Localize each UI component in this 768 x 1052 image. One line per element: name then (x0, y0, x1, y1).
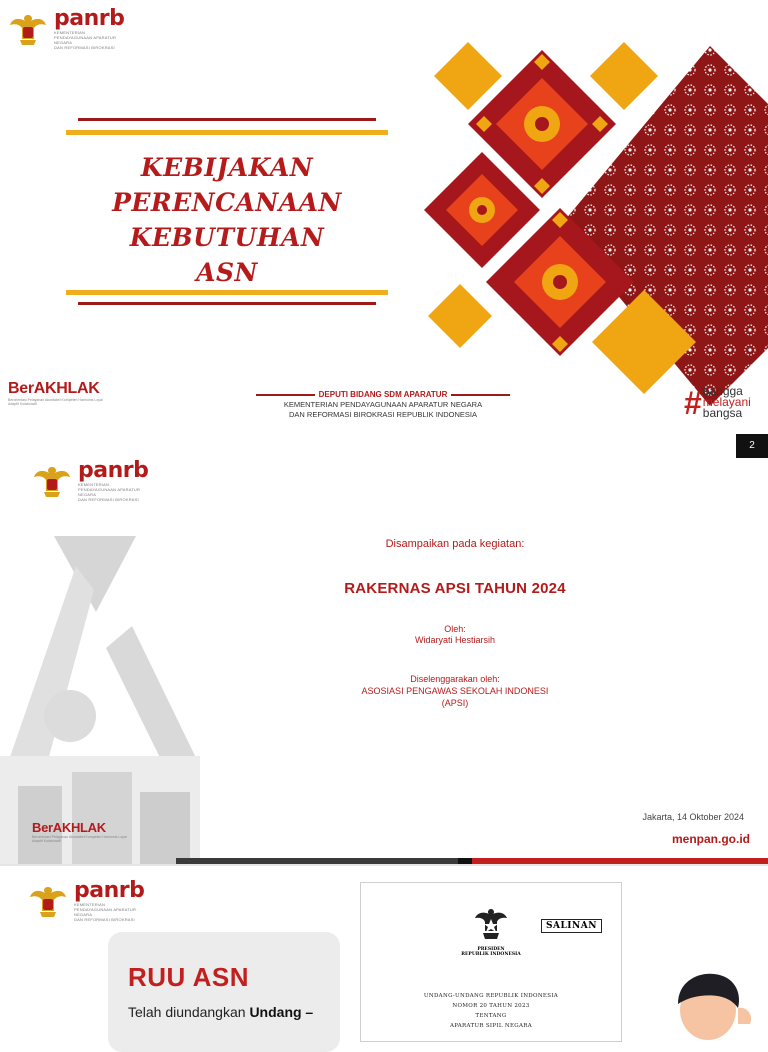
title-block (66, 116, 388, 308)
page-number-badge: 2 (736, 434, 768, 458)
berakhlak-tagline: Berorientasi Pelayanan Akuntabel Kompeten Harmonis Loyal Adaptif Kolaboratif (8, 398, 103, 406)
logo-subtitle: KEMENTERIAN PENDAYAGUNAAN APARATUR NEGARA DAN REFORMASI BIROKRASI (54, 30, 117, 50)
event-title: RAKERNAS APSI TAHUN 2024 (344, 580, 566, 597)
deputi-title: DEPUTI BIDANG SDM APARATUR (318, 390, 448, 399)
garuda-emblem-icon (32, 461, 72, 501)
website-link[interactable]: menpan.go.id (672, 832, 750, 846)
divider-bottom-gold (66, 290, 388, 295)
garuda-emblem-icon (8, 9, 48, 49)
presenter-name: Widaryati Hestiarsih (414, 635, 496, 645)
panrb-logo (28, 880, 154, 922)
berakhlak-tagline: Berorientasi Pelayanan Akuntabel Kompeten Harmonis Loyal Adaptif Kolaboratif (32, 835, 127, 843)
panrb-logo (8, 8, 134, 50)
batik-motif-illustration (420, 40, 768, 400)
logo-wordmark: panrb (78, 458, 149, 483)
salinan-stamp: SALINAN (541, 919, 602, 933)
building-photo-background (0, 536, 200, 864)
berakhlak-logo (32, 820, 132, 843)
panrb-logo (32, 460, 158, 502)
logo-subtitle: KEMENTERIAN PENDAYAGUNAAN APARATUR NEGARA DAN REFORMASI BIROKRASI (78, 482, 141, 502)
person-illustration (650, 970, 768, 1024)
ruu-title: RUU ASN (128, 962, 249, 992)
berakhlak-logo (8, 380, 108, 406)
slide-cover (0, 0, 768, 432)
divider-top-gold (66, 130, 388, 135)
divider-top-red (78, 118, 376, 121)
hashtag-icon: # (684, 384, 702, 421)
law-document-preview (360, 882, 622, 1042)
slide-ruu-asn (0, 866, 768, 1029)
berakhlak-wordmark: BerAKHLAK (8, 380, 100, 397)
intro-text: Disampaikan pada kegiatan: (385, 538, 525, 550)
organizer-abbr: (APSI) (441, 698, 469, 708)
organizer-name: ASOSIASI PENGAWAS SEKOLAH INDONESI (361, 686, 549, 696)
garuda-seal-icon (473, 905, 509, 945)
garuda-emblem-icon (28, 881, 68, 921)
presenter-label: Oleh: (444, 624, 466, 634)
law-heading: UNDANG-UNDANG REPUBLIK INDONESIA NOMOR 20 TAHUN 2023 TENTANG APARATUR SIPIL NEGARA (423, 993, 559, 1029)
logo-wordmark: panrb (74, 878, 145, 903)
ruu-description: Telah diundangkan Undang – (128, 1004, 314, 1020)
deputi-line-2: DAN REFORMASI BIROKRASI REPUBLIK INDONESIA (289, 410, 477, 419)
slide-event-info (0, 432, 768, 864)
presiden-caption: PRESIDEN REPUBLIK INDONESIA (461, 947, 521, 957)
cover-title: KEBIJAKAN PERENCANAAN KEBUTUHAN ASN (112, 153, 342, 287)
divider-bottom-red (78, 302, 376, 305)
deputi-line-1: KEMENTERIAN PENDAYAGUNAAN APARATUR NEGARA (283, 400, 483, 409)
organizer-label: Diselenggarakan oleh: (410, 674, 500, 684)
location-date: Jakarta, 14 Oktober 2024 (642, 812, 744, 822)
berakhlak-wordmark: BerAKHLAK (32, 820, 106, 835)
bangga-melayani-bangsa-logo: # bangga melayani bangsa (684, 384, 751, 421)
logo-subtitle: KEMENTERIAN PENDAYAGUNAAN APARATUR NEGARA DAN REFORMASI BIROKRASI (74, 902, 137, 922)
logo-wordmark: panrb (54, 6, 125, 31)
deputi-footer (256, 390, 510, 419)
